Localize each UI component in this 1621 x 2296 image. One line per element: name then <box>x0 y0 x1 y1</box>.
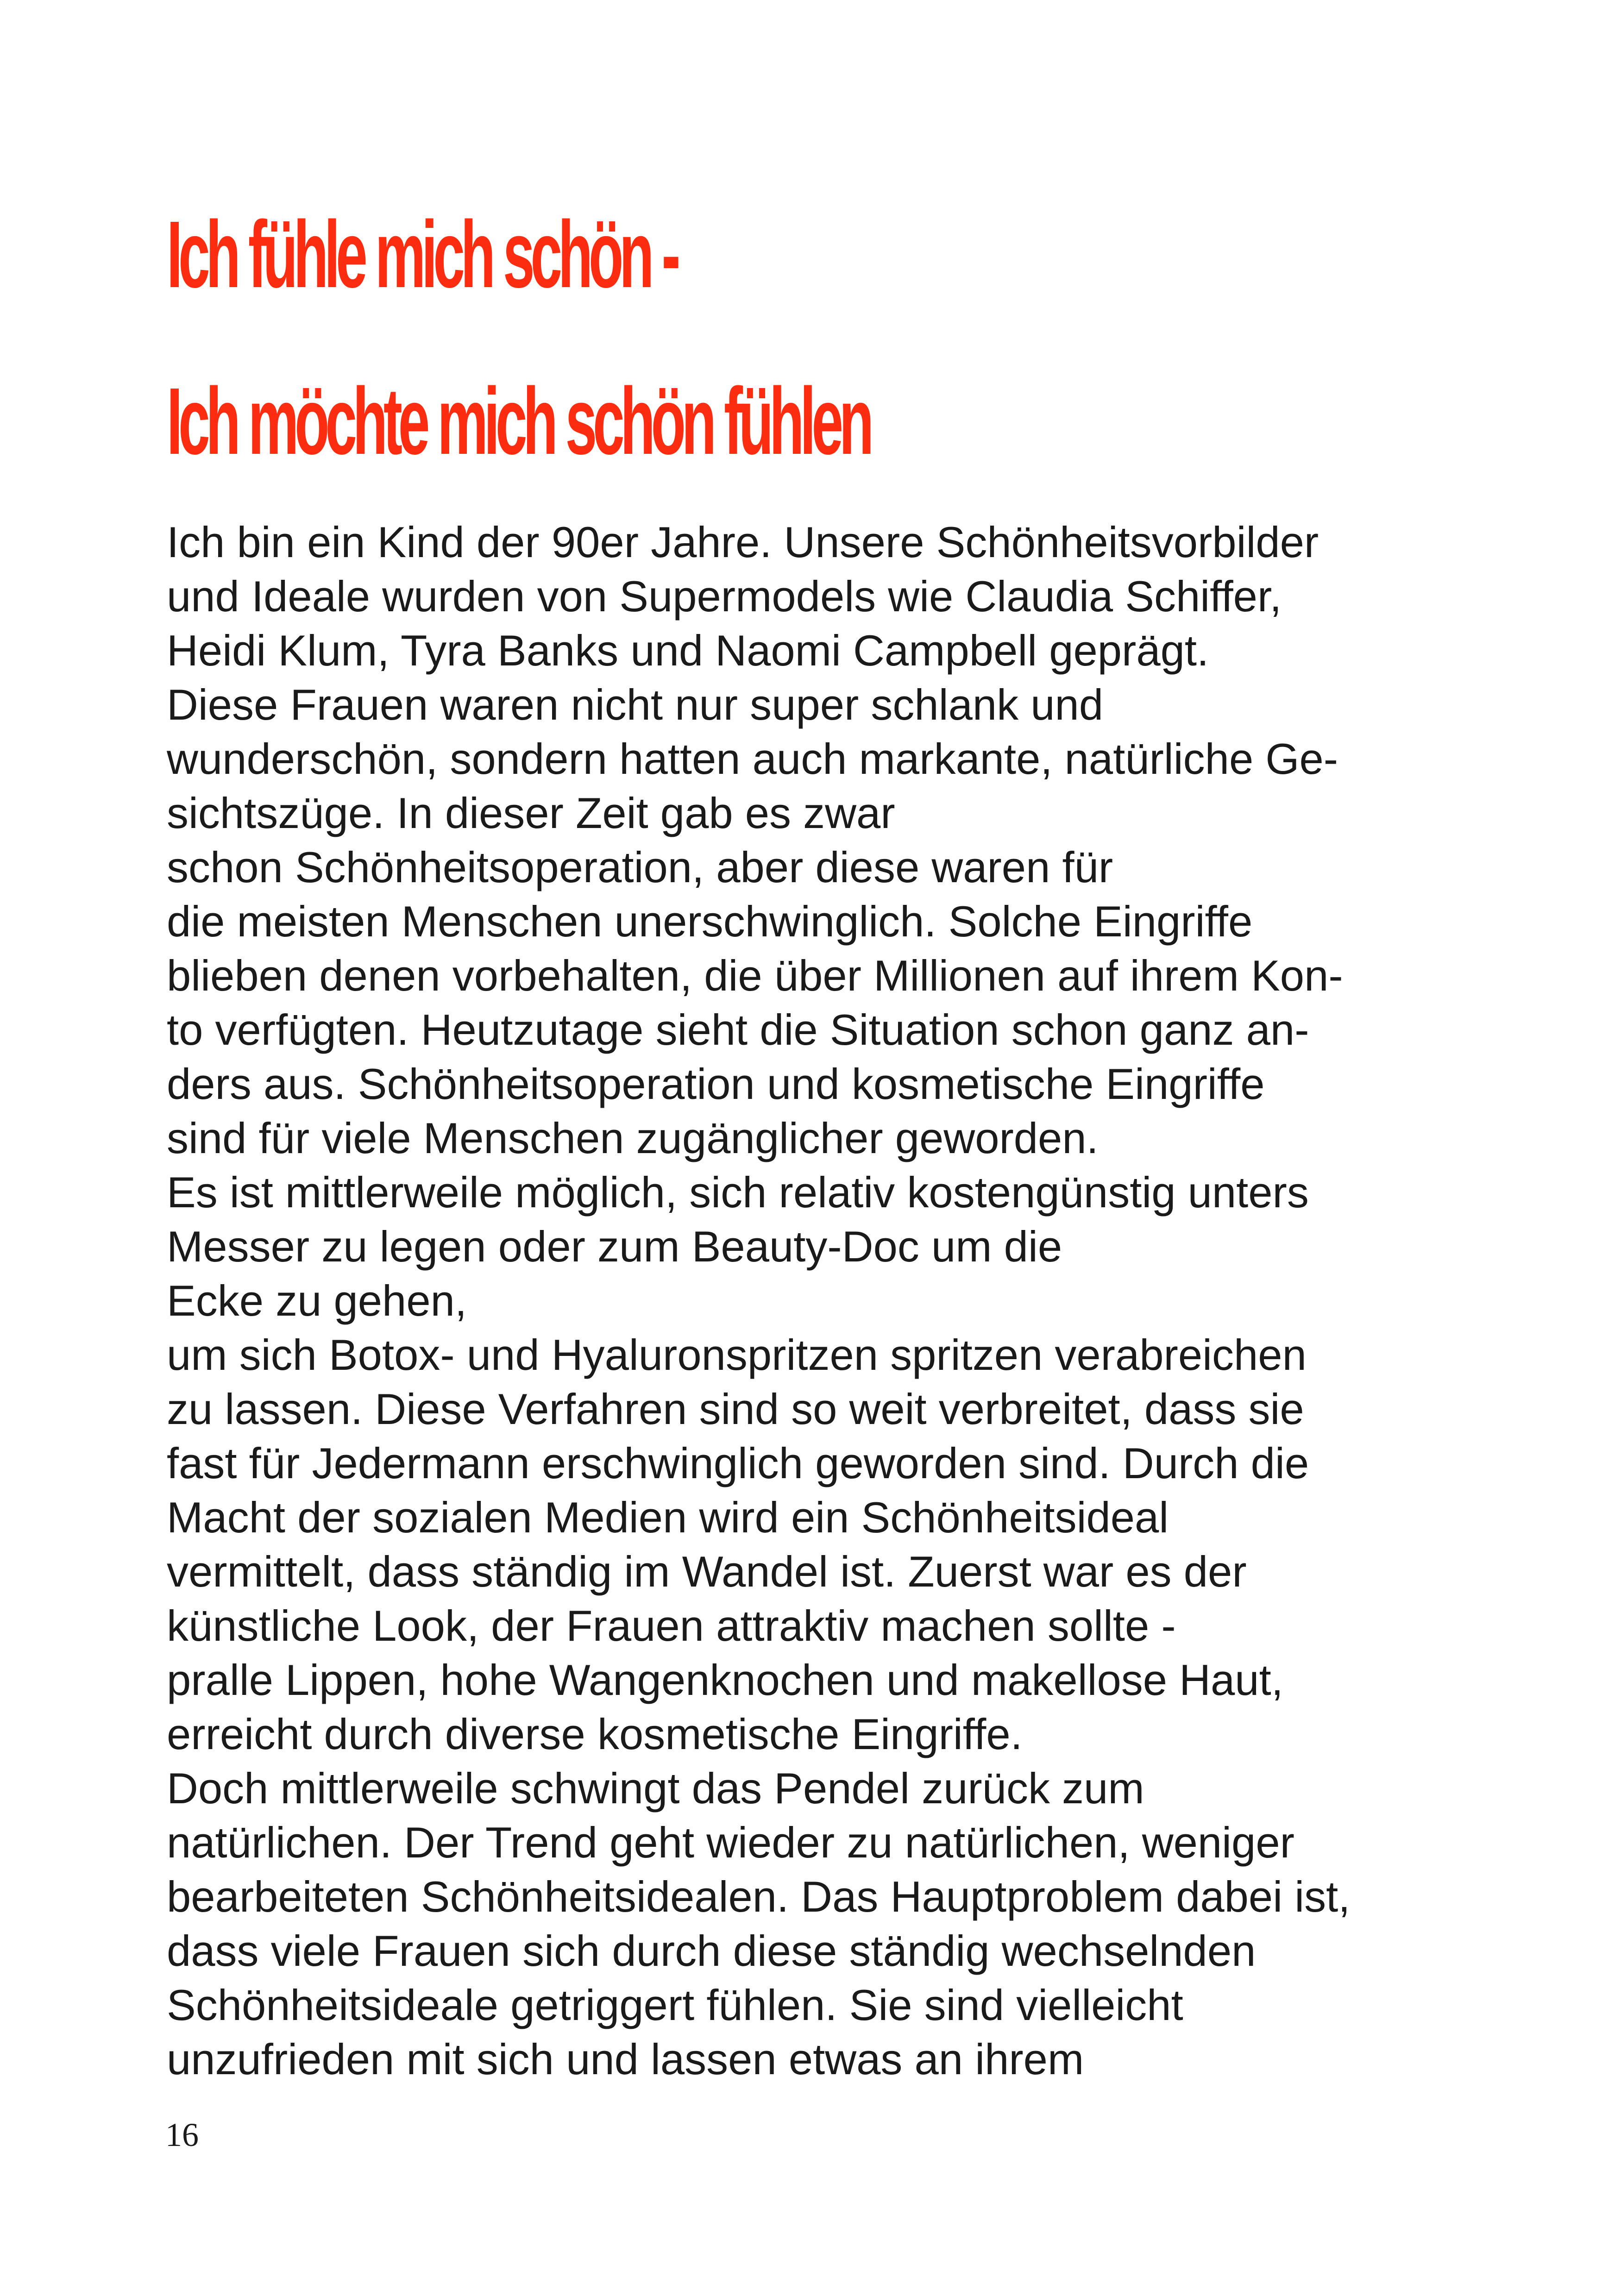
body-line: Es ist mittlerweile möglich, sich relativ kostengünstig unters <box>167 1168 1309 1217</box>
body-line: blieben denen vorbehalten, die über Millionen auf ihrem Kon- <box>167 951 1343 1000</box>
page-title <box>167 171 870 505</box>
title-line-1: Ich fühle mich schön - <box>167 201 677 307</box>
body-line: sichtszüge. In dieser Zeit gab es zwar <box>167 789 895 837</box>
body-line: um sich Botox- und Hyaluronspritzen spritzen verabreichen <box>167 1330 1307 1379</box>
title-line-2: Ich möchte mich schön fühlen <box>167 368 870 474</box>
body-line: schon Schönheitsoperation, aber diese waren für <box>167 843 1113 891</box>
body-line: und Ideale wurden von Supermodels wie Claudia Schiffer, <box>167 572 1282 621</box>
body-line: bearbeiteten Schönheitsidealen. Das Hauptproblem dabei ist, <box>167 1872 1351 1921</box>
body-line: künstliche Look, der Frauen attraktiv machen sollte - <box>167 1601 1176 1650</box>
body-line: pralle Lippen, hohe Wangenknochen und makellose Haut, <box>167 1656 1283 1704</box>
body-line: die meisten Menschen unerschwinglich. Solche Eingriffe <box>167 897 1253 946</box>
body-line: Diese Frauen waren nicht nur super schlank und <box>167 680 1104 729</box>
body-line: zu lassen. Diese Verfahren sind so weit verbreitet, dass sie <box>167 1385 1304 1433</box>
body-line: sind für viele Menschen zugänglicher geworden. <box>167 1114 1099 1162</box>
body-line: natürlichen. Der Trend geht wieder zu natürlichen, weniger <box>167 1818 1294 1867</box>
body-line: dass viele Frauen sich durch diese ständig wechselnden <box>167 1926 1256 1975</box>
body-line: wunderschön, sondern hatten auch markante, natürliche Ge- <box>167 734 1338 783</box>
body-line: erreicht durch diverse kosmetische Eingriffe. <box>167 1710 1023 1758</box>
body-line: unzufrieden mit sich und lassen etwas an ihrem <box>167 2035 1084 2083</box>
body-text <box>167 515 1350 2086</box>
body-line: Ich bin ein Kind der 90er Jahre. Unsere Schönheitsvorbilder <box>167 518 1319 566</box>
page-number: 16 <box>165 2116 199 2153</box>
body-line: fast für Jedermann erschwinglich geworden sind. Durch die <box>167 1439 1309 1487</box>
body-line: to verfügten. Heutzutage sieht die Situation schon ganz an- <box>167 1005 1309 1054</box>
body-line: Ecke zu gehen, <box>167 1276 467 1325</box>
body-line: Macht der sozialen Medien wird ein Schönheitsideal <box>167 1493 1169 1542</box>
body-line: Messer zu legen oder zum Beauty-Doc um die <box>167 1222 1062 1271</box>
body-line: Heidi Klum, Tyra Banks und Naomi Campbell geprägt. <box>167 626 1209 675</box>
body-line: ders aus. Schönheitsoperation und kosmetische Eingriffe <box>167 1060 1265 1108</box>
body-line: Doch mittlerweile schwingt das Pendel zurück zum <box>167 1764 1144 1813</box>
body-line: vermittelt, dass ständig im Wandel ist. Zuerst war es der <box>167 1547 1247 1596</box>
body-line: Schönheitsideale getriggert fühlen. Sie sind vielleicht <box>167 1981 1183 2029</box>
